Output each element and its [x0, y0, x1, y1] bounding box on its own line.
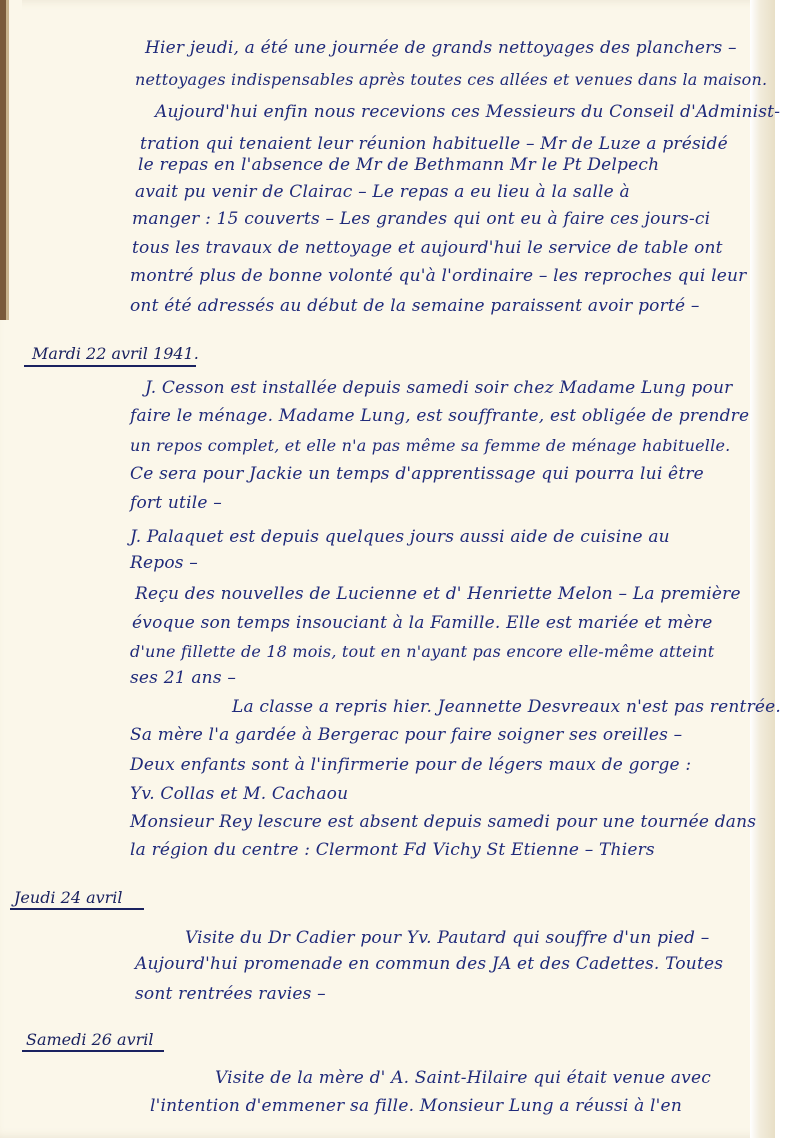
page-binding [0, 0, 22, 320]
text-line: Ce sera pour Jackie un temps d'apprentissage qui pourra lui être [130, 464, 704, 484]
date-underline [24, 365, 196, 367]
text-line: montré plus de bonne volonté qu'à l'ordinaire – les reproches qui leur [130, 266, 747, 286]
text-line: Visite de la mère d' A. Saint-Hilaire qui était venue avec [215, 1068, 711, 1088]
text-line: Hier jeudi, a été une journée de grands nettoyages des planchers – [145, 38, 737, 58]
text-line: Reçu des nouvelles de Lucienne et d' Henriette Melon – La première [135, 584, 741, 604]
text-line: faire le ménage. Madame Lung, est souffrante, est obligée de prendre [130, 406, 750, 426]
text-line: nettoyages indispensables après toutes ces allées et venues dans la maison. [135, 70, 768, 89]
text-line: Monsieur Rey lescure est absent depuis samedi pour une tournée dans [130, 812, 757, 832]
text-line: ont été adressés au début de la semaine paraissent avoir porté – [130, 296, 700, 316]
text-line: un repos complet, et elle n'a pas même sa femme de ménage habituelle. [130, 436, 731, 455]
entry-date: Mardi 22 avril 1941. [32, 344, 199, 363]
text-line: d'une fillette de 18 mois, tout en n'ayant pas encore elle-même atteint [130, 642, 715, 661]
text-line: l'intention d'emmener sa fille. Monsieur Lung a réussi à l'en [150, 1096, 682, 1116]
text-line: Aujourd'hui enfin nous recevions ces Messieurs du Conseil d'Administ- [155, 102, 781, 122]
text-line: La classe a repris hier. Jeannette Desvreaux n'est pas rentrée. [232, 697, 782, 717]
text-line: manger : 15 couverts – Les grandes qui ont eu à faire ces jours-ci [132, 209, 711, 229]
text-line: Aujourd'hui promenade en commun des JA et des Cadettes. Toutes [135, 954, 724, 974]
text-line: Visite du Dr Cadier pour Yv. Pautard qui souffre d'un pied – [185, 928, 710, 948]
text-line: Sa mère l'a gardée à Bergerac pour faire soigner ses oreilles – [130, 725, 683, 745]
text-line: Deux enfants sont à l'infirmerie pour de légers maux de gorge : [130, 755, 692, 775]
text-line: J. Cesson est installée depuis samedi soir chez Madame Lung pour [145, 378, 733, 398]
text-line: Repos – [130, 553, 199, 573]
text-line: J. Palaquet est depuis quelques jours aussi aide de cuisine au [130, 527, 670, 547]
entry-date: Samedi 26 avril [26, 1030, 154, 1049]
entry-date: Jeudi 24 avril [14, 888, 123, 907]
date-underline [22, 1050, 164, 1052]
date-underline [10, 908, 144, 910]
text-line: le repas en l'absence de Mr de Bethmann Mr le Pt Delpech [138, 155, 660, 175]
text-line: évoque son temps insouciant à la Famille. Elle est mariée et mère [132, 613, 713, 633]
page-edge [750, 0, 775, 1138]
text-line: tous les travaux de nettoyage et aujourd'hui le service de table ont [132, 238, 723, 258]
text-line: Yv. Collas et M. Cachaou [130, 784, 349, 804]
text-line: avait pu venir de Clairac – Le repas a eu lieu à la salle à [135, 182, 630, 202]
text-line: ses 21 ans – [130, 668, 237, 688]
text-line: la région du centre : Clermont Fd Vichy St Etienne – Thiers [130, 840, 655, 860]
text-line: sont rentrées ravies – [135, 984, 326, 1004]
text-line: tration qui tenaient leur réunion habituelle – Mr de Luze a présidé [140, 134, 728, 154]
text-line: fort utile – [130, 493, 222, 513]
